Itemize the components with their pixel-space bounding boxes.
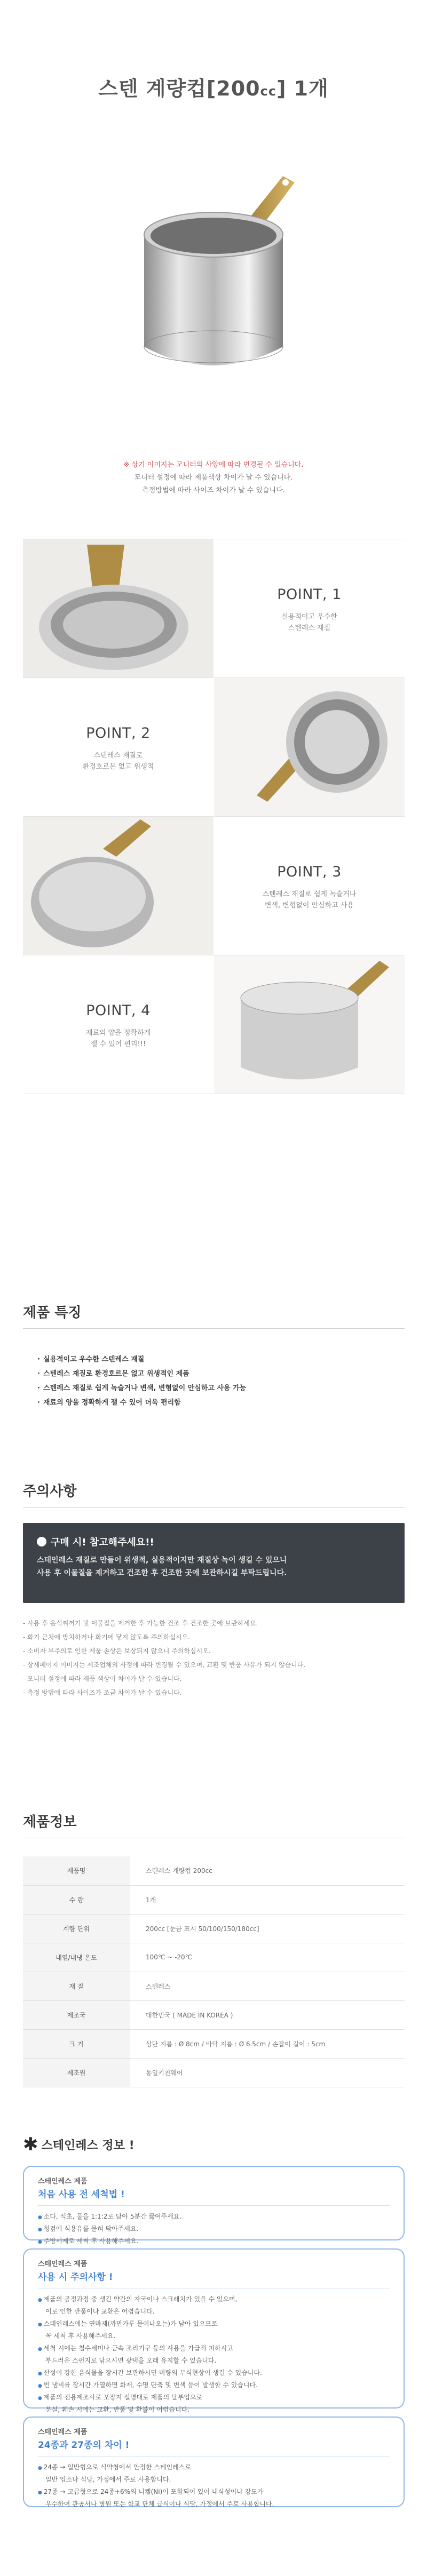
notice-line-2: 모니터 설정에 따라 제품색상 차이가 날 수 있습니다. [134, 474, 293, 482]
card-item: ● 헝겊에 식용유를 묻혀 닦아주세요. [38, 2223, 390, 2236]
point-4-photo [214, 955, 405, 1094]
spec-value: 200cc [눈금 표시 50/100/150/180cc] [130, 1914, 405, 1943]
caution-box-title [37, 1535, 391, 1549]
card-item: 일반 업소나 식당, 가정에서 주로 사용합니다. [45, 2476, 171, 2483]
point-4-text [23, 955, 213, 1094]
feature-item: · 재료의 양을 정확하게 잴 수 있어 더욱 편리함 [37, 1395, 400, 1410]
caution-heading: 주의사항 [23, 1484, 77, 1500]
point-grid [23, 539, 405, 1094]
card-list [38, 2462, 390, 2511]
point-4-desc-line-2: 잴 수 있어 편리!!! [90, 1040, 146, 1048]
point-3-desc-line-2: 변색, 변형없이 안심하고 사용 [264, 902, 354, 910]
info-card-caution [23, 2248, 405, 2413]
card-item: ● 제품의 공정과정 중 생긴 약간의 자국이나 스크래치가 있을 수 있으며, [38, 2294, 390, 2306]
card-item: 우수하여 관공서나 병원 또는 학교 단체 급식이나 식당, 가정에서 주로 사용합니다. [45, 2500, 274, 2508]
caution-box-line-2: 사용 후 이물질을 제거하고 건조한 후 건조한 곳에 보관하시길 부탁드립니다. [37, 1569, 287, 1577]
point-1-text [214, 539, 405, 678]
notice-line-1: ※ 상기 이미지는 모니터의 사양에 따라 변경될 수 있습니다. [123, 461, 304, 469]
spec-key: 제조국 [23, 2000, 130, 2029]
info-card-grades [23, 2417, 405, 2507]
caution-box-line-1: 스테인레스 재질로 만들어 위생적, 실용적이지만 재질상 녹이 생길 수 있으니 [37, 1556, 287, 1565]
point-4-title: POINT, 4 [86, 1002, 151, 1019]
info-card-washing [23, 2166, 405, 2245]
spec-key: 제조원 [23, 2058, 130, 2087]
caution-item: - 측정 방법에 따라 사이즈가 조금 차이가 날 수 있습니다. [23, 1689, 182, 1696]
spec-key: 재 질 [23, 1972, 130, 2000]
card-divider [38, 2456, 390, 2457]
table-row [23, 1856, 405, 1885]
table-row [23, 2058, 405, 2087]
table-row [23, 1943, 405, 1972]
point-4-desc-line-1: 재료의 양을 정확하게 [85, 1029, 151, 1037]
card-list [38, 2294, 390, 2417]
point-3-desc [214, 889, 405, 911]
card-divider [38, 2205, 390, 2206]
table-row [23, 1972, 405, 2000]
card-item: 꼭 세척 후 사용해주세요. [45, 2332, 116, 2340]
title-unit: cc [260, 84, 277, 99]
card-item: 부드러운 스펀지로 닦으시면 광택을 오래 유지할 수 있습니다. [45, 2357, 217, 2364]
notice-line-3: 측정방법에 따라 사이즈 차이가 날 수 있습니다. [142, 487, 285, 495]
spec-key: 수 량 [23, 1885, 130, 1914]
point-2-photo [214, 678, 405, 817]
image-notice [0, 459, 427, 497]
card-heading: 사용 시 주의사항 ! [38, 2272, 113, 2283]
table-row [23, 1885, 405, 1914]
point-3-photo [23, 817, 213, 955]
caution-item: - 상세페이지 이미지는 제조업체의 사정에 따라 변경될 수 있으며, 교환 및 반품 사유가 되지 않습니다. [23, 1661, 306, 1669]
caution-item: - 화기 근처에 방치하거나 화기에 닿지 않도록 주의하십시오. [23, 1633, 191, 1641]
card-label: 스테인레스 제품 [38, 2428, 88, 2436]
card-item: ● 스테인레스에는 연마제(까만가루 묻어나오는)가 남아 있으므로 [38, 2318, 390, 2331]
card-item: 이로 인한 반품이나 교환은 어렵습니다. [45, 2308, 155, 2315]
features-divider [23, 1328, 405, 1329]
title-block [0, 21, 427, 160]
caution-box-title-text: 구매 시! 참고해주세요!! [51, 1537, 154, 1548]
card-item: ● 24종 → 일반형으로 식약청에서 안정한 스테인레스로 [38, 2462, 390, 2474]
card-heading: 처음 사용 전 세척법 ! [38, 2189, 125, 2200]
card-item: 분실, 훼손 시에는 교환, 반품 및 환불이 어렵습니다. [45, 2406, 189, 2413]
page-title [0, 72, 427, 101]
card-label: 스테인레스 제품 [38, 2178, 88, 2186]
card-heading: 24종과 27종의 차이 ! [38, 2440, 130, 2451]
point-4-desc [23, 1027, 213, 1050]
card-item: ● 세척 시에는 철수세미나 금속 조리기구 등의 사용을 가급적 피하시고 [38, 2343, 390, 2355]
star-icon: ✱ [23, 2134, 38, 2155]
point-2-desc [23, 750, 213, 772]
table-row [23, 1914, 405, 1943]
point-1-title: POINT, 1 [277, 586, 342, 603]
stainless-info-heading-text: 스테인레스 정보 ! [41, 2139, 135, 2152]
caution-list [23, 1616, 405, 1700]
dot-icon [37, 1537, 46, 1546]
title-suffix: ] 1개 [276, 77, 329, 100]
spec-key: 계량 단위 [23, 1914, 130, 1943]
spec-value: 스텐레스 [130, 1972, 405, 2000]
point-1-desc-line-1: 실용적이고 우수한 [281, 613, 337, 621]
point-1-desc [214, 611, 405, 634]
spec-key: 크 기 [23, 2029, 130, 2058]
spec-value: 동일키친웨어 [130, 2058, 405, 2087]
point-2-desc-line-1: 스텐레스 재질로 [93, 752, 143, 760]
spec-value: 대한민국 ( MADE IN KOREA ) [130, 2000, 405, 2029]
spec-value: 100℃ ~ -20℃ [130, 1943, 405, 1972]
spec-key: 내열/내냉 온도 [23, 1943, 130, 1972]
point-1-photo [23, 539, 213, 678]
features-heading: 제품 특징 [23, 1305, 82, 1321]
caution-item: - 사용 후 음식찌꺼기 및 이물질을 제거한 후 가능한 건조 후 건조한 곳에 보관하세요. [23, 1620, 258, 1627]
caution-item: - 소비자 부주의로 인한 제품 손상은 보상되지 않으니 주의하십시오. [23, 1647, 211, 1655]
features-list [37, 1352, 400, 1410]
point-3-text [214, 817, 405, 955]
spec-value: 상단 지름 : Ø 8cm / 바닥 지름 : Ø 6.5cm / 손잡이 길이 : 5cm [130, 2029, 405, 2058]
feature-item: · 스텐레스 재질로 환경호르몬 없고 위생적인 제품 [37, 1367, 400, 1381]
card-item: ● 27종 → 고급형으로 24종+6%의 니켈(Ni)이 포함되어 있어 내식성이나 강도가 [38, 2486, 390, 2499]
point-2-text [23, 678, 213, 817]
title-main: 스텐 계량컵[200 [98, 77, 260, 100]
point-3-title: POINT, 3 [277, 864, 342, 880]
card-item: ● 산성이 강한 음식물을 장시간 보관하시면 미량의 부식현상이 생길 수 있습니다. [38, 2367, 390, 2380]
point-1-desc-line-2: 스텐레스 재질 [288, 624, 331, 632]
point-3-desc-line-1: 스텐레스 재질로 쉽게 녹슬거나 [262, 890, 357, 898]
point-2-desc-line-2: 환경호르몬 없고 위생적 [82, 763, 154, 771]
spec-value: 스텐레스 계량컵 200cc [130, 1856, 405, 1885]
card-item: ● 주방세제로 세척 후 사용해주세요. [38, 2236, 390, 2248]
spec-heading: 제품정보 [23, 1814, 77, 1830]
card-label: 스테인레스 제품 [38, 2260, 88, 2268]
point-2-title: POINT, 2 [86, 725, 151, 741]
spec-table [23, 1856, 405, 2087]
hero-product-image [107, 171, 320, 395]
feature-item: · 실용적이고 우수한 스텐레스 재질 [37, 1352, 400, 1367]
caution-item: - 모니터 설정에 따라 제품 색상이 차이가 날 수 있습니다. [23, 1675, 182, 1682]
card-list [38, 2211, 390, 2248]
spec-value: 1개 [130, 1885, 405, 1914]
card-item: ● 제품의 전용제조사로 포장지 설명대로 제품의 탈부업으로 [38, 2392, 390, 2404]
stainless-info-heading [23, 2134, 135, 2155]
card-item: ● 소다, 식초, 물을 1:1:2로 담아 5분간 끓여주세요. [38, 2211, 390, 2223]
caution-divider [23, 1507, 405, 1508]
table-row [23, 2029, 405, 2058]
feature-item: · 스텐레스 재질로 쉽게 녹슬거나 변색, 변형없이 안심하고 사용 가능 [37, 1381, 400, 1395]
table-row [23, 2000, 405, 2029]
spec-key: 제품명 [23, 1856, 130, 1885]
caution-box [23, 1523, 405, 1603]
caution-box-body [37, 1554, 391, 1580]
card-item: ● 빈 냄비를 장시간 가열하면 화재, 수명 단축 및 변색 등이 발생할 수 있습니다. [38, 2380, 390, 2392]
